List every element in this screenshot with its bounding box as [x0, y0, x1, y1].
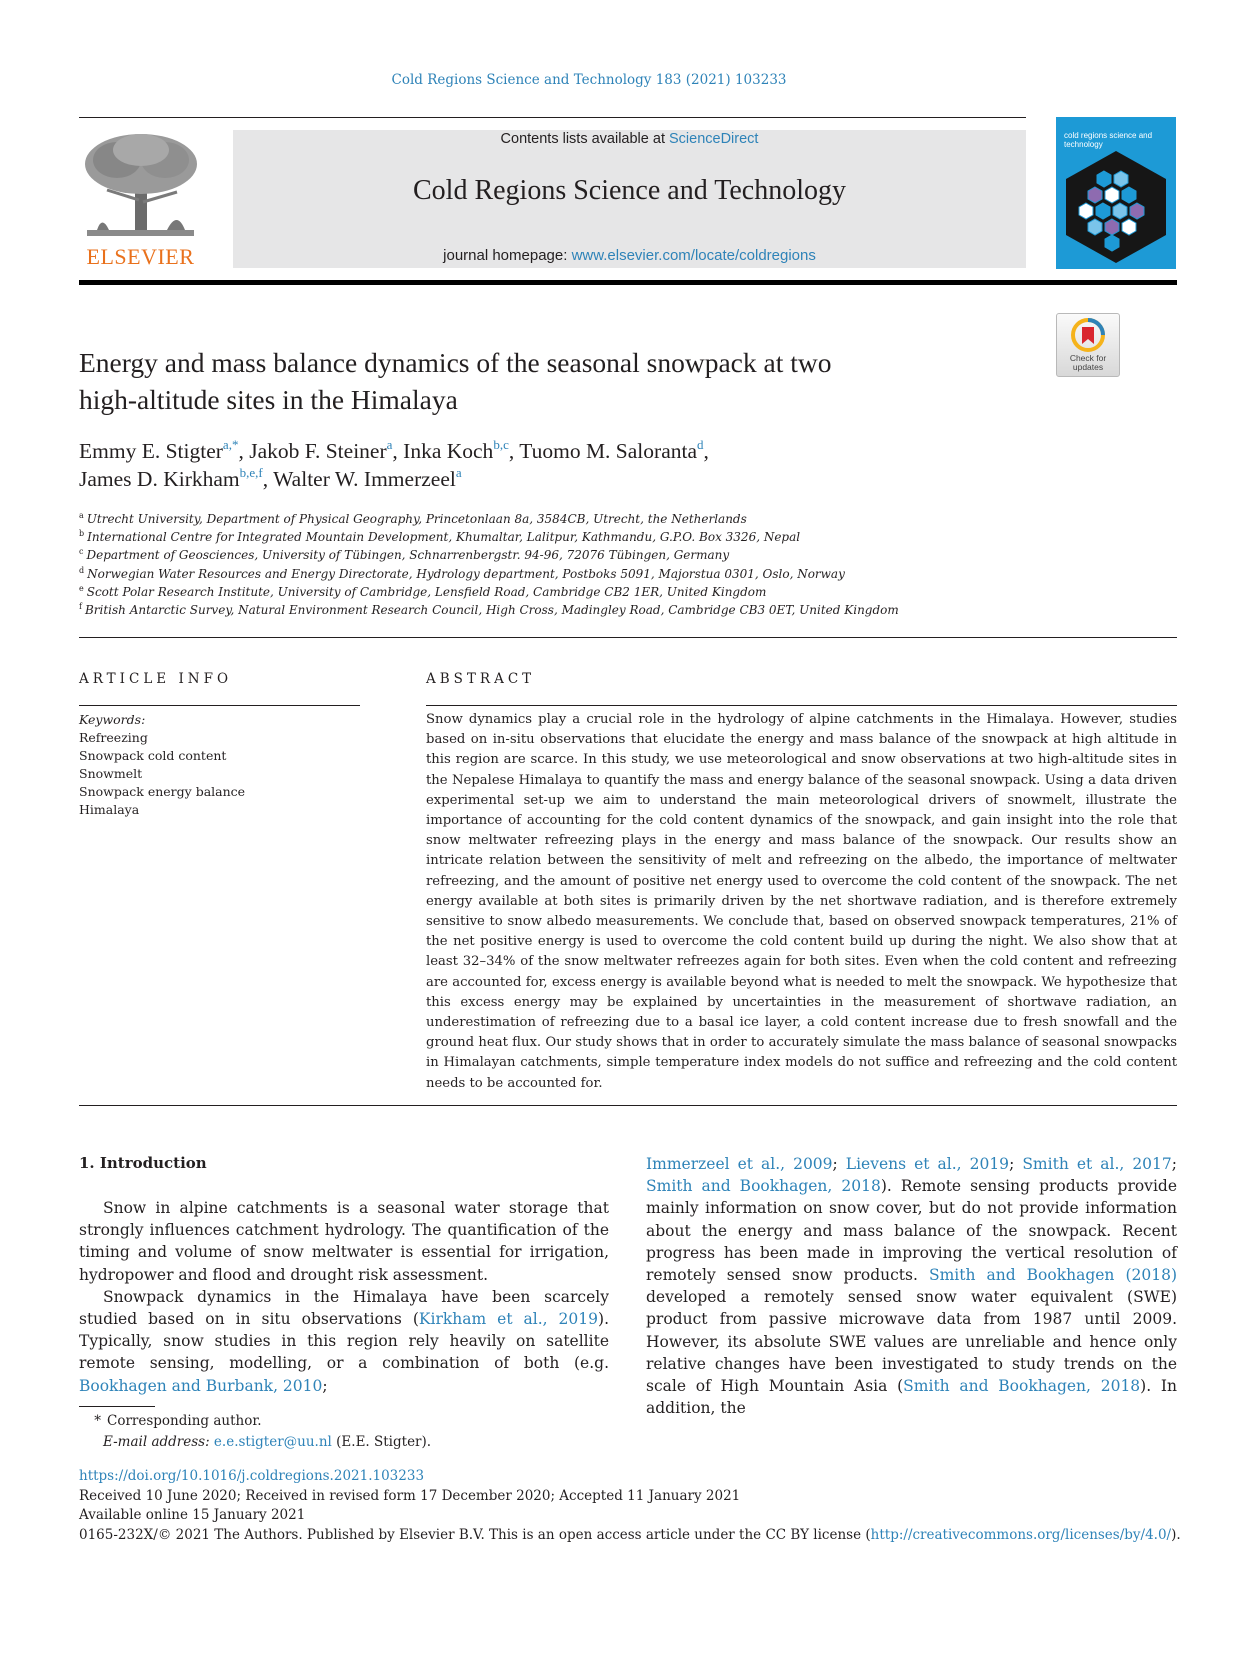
text-run: ;: [1171, 1155, 1177, 1173]
affiliation-key: c: [79, 547, 84, 557]
license-end: ).: [1171, 1526, 1181, 1543]
homepage-link[interactable]: www.elsevier.com/locate/coldregions: [571, 247, 816, 264]
keyword-item: Snowmelt: [79, 766, 143, 781]
header-rule: [79, 117, 1026, 118]
author-name[interactable]: James D. Kirkham: [79, 467, 240, 491]
check-for-updates-badge[interactable]: [1056, 313, 1120, 377]
affiliation-key: d: [79, 565, 85, 575]
author-name[interactable]: Tuomo M. Saloranta: [519, 439, 698, 463]
intro-left-column: [79, 1197, 609, 1397]
affiliation-item: [79, 583, 1179, 601]
author-name[interactable]: Walter W. Immerzeel: [273, 467, 456, 491]
affiliation-item: [79, 565, 1179, 583]
author-sep: ,: [262, 467, 274, 491]
affiliation-key: f: [79, 602, 82, 612]
journal-cover[interactable]: [1056, 117, 1176, 269]
corresponding-author-note: [79, 1411, 431, 1432]
citation-link[interactable]: Smith et al., 2017: [1022, 1155, 1172, 1173]
citation-link[interactable]: Smith and Bookhagen, 2018: [646, 1177, 881, 1196]
affiliation-text: Scott Polar Research Institute, University of Cambridge, Lensfield Road, Cambridge CB2 1ER, United Kingdom: [86, 584, 767, 599]
footnote-rule: [79, 1406, 155, 1407]
license-link[interactable]: http://creativecommons.org/licenses/by/4.0/: [870, 1526, 1172, 1543]
contents-prefix: Contents lists available at: [500, 131, 665, 147]
doi-link[interactable]: https://doi.org/10.1016/j.coldregions.2021.103233: [79, 1468, 425, 1484]
author-affil[interactable]: b,e,f: [239, 465, 263, 480]
affiliation-key: a: [79, 511, 84, 520]
article-info-heading: ARTICLE INFO: [79, 671, 233, 687]
footnote-marker: *: [94, 1413, 101, 1429]
cover-hexagon-icon: [1061, 149, 1171, 265]
elsevier-logo[interactable]: [77, 130, 204, 272]
email-link[interactable]: e.e.stigter@uu.nl: [213, 1434, 332, 1450]
text-run: ). Remote sensing products provide mainly information on snow cover, but do not provide information about the energy and mass balance of the snowpack. Recent progress has been made in improving the vertical resolution of remotely sensed snow products.: [646, 1177, 1177, 1285]
authors-line2: [79, 465, 1079, 493]
keyword-item: Refreezing: [79, 730, 148, 745]
elsevier-tree-icon: [77, 130, 204, 242]
author-name[interactable]: Jakob F. Steiner: [249, 439, 387, 463]
author-affil[interactable]: b,c: [493, 437, 509, 452]
affiliation-item: [79, 510, 1179, 528]
check-updates-label: Check for updates: [1069, 353, 1107, 372]
author-sep: ,: [508, 439, 520, 463]
text-run: developed a remotely sensed snow water equivalent (SWE) product from passive microwave data from 1987 until 2009. However, its absolute SWE values are unreliable and hence only relative changes have been investigated to study trends on the scale of High Mountain Asia (: [646, 1288, 1177, 1396]
text-run: ). Typically, snow studies in this region rely heavily on satellite remote sensing, modelling, or a combination of both (e.g.: [79, 1310, 609, 1373]
citation-link[interactable]: Bookhagen and Burbank, 2010: [79, 1376, 323, 1395]
affiliation-text: Utrecht University, Department of Physical Geography, Princetonlaan 8a, 3584CB, Utrecht, the Netherlands: [86, 512, 747, 526]
author-sep: ,: [703, 439, 709, 463]
text-run: ;: [832, 1155, 846, 1173]
intro-paragraph: Snow in alpine catchments is a seasonal water storage that strongly influences catchment hydrology. The quantification of the timing and volume of snow meltwater is essential for irrigation, hydropower and flood and drought risk assessment.: [79, 1199, 609, 1284]
text-run: ;: [1009, 1155, 1023, 1173]
cover-title: cold regions science and technology: [1064, 131, 1153, 149]
section-rule: [79, 637, 1177, 638]
affiliation-text: International Centre for Integrated Mountain Development, Khumaltar, Lalitpur, Kathmandu, G.P.O. Box 3326, Nepal: [87, 530, 801, 545]
email-note: [79, 1432, 431, 1453]
text-run: Snowpack dynamics in the Himalaya have been scarcely studied based on in situ observations (: [79, 1287, 609, 1329]
keywords-block: [79, 711, 359, 819]
journal-reference[interactable]: Cold Regions Science and Technology 183 (2021) 103233: [391, 72, 787, 88]
intro-right-column: [646, 1153, 1177, 1419]
abstract-text: Snow dynamics play a crucial role in the hydrology of alpine catchments in the Himalaya. However, studies based on in-situ observations that elucidate the energy and mass balance of the snowpack at high altitude in this region are scarce. In this study, we use meteorological and snow observations at two high-altitude sites in the Nepalese Himalaya to quantify the mass and energy balance of the seasonal snowpack. Using a data driven experimental set-up we aim to understand the main meteorological drivers of snowmelt, illustrate the importance of accounting for the cold content dynamics of the snowpack, and gain insight into the role that snow meltwater refreezing plays in the energy and mass balance of the snowpack. Our results show an intricate relation between the sensitivity of melt and refreezing on the albedo, the importance of meltwater refreezing, and the amount of positive net energy used to overcome the cold content of the snowpack. The net energy available at both sites is primarily driven by the net shortwave radiation, and is therefore extremely sensitive to snow albedo measurements. We conclude that, based on observed snowpack temperatures, 21% of the net positive energy is used to overcome the cold content build up during the night. We also show that at least 32–34% of the snow meltwater refreezes again for both sites. Even when the cold content and refreezing are accounted for, excess energy is available beyond what is needed to melt the snowpack. We hypothesize that this excess energy may be explained by uncertainties in the measurement of shortwave radiation, an underestimation of refreezing due to a basal ice layer, a cold content increase due to fresh snowfall and the ground heat flux. Our study shows that in order to accurately simulate the mass balance of seasonal snowpacks in Himalayan catchments, simple temperature index models do not suffice and refreezing and the cold content needs to be accounted for.: [426, 712, 1177, 1091]
sciencedirect-link[interactable]: ScienceDirect: [669, 131, 759, 147]
abstract-rule: [426, 705, 1177, 706]
author-list: [79, 437, 1079, 493]
author-sep: ,: [238, 439, 250, 463]
abstract-heading: ABSTRACT: [426, 671, 536, 687]
homepage-prefix: journal homepage:: [443, 247, 568, 264]
author-affil[interactable]: a: [455, 465, 462, 480]
email-owner: (E.E. Stigter).: [336, 1434, 432, 1450]
citation-link[interactable]: Immerzeel et al., 2009: [646, 1155, 833, 1173]
keywords-label: Keywords:: [79, 712, 146, 727]
received-dates: Received 10 June 2020; Received in revised form 17 December 2020; Accepted 11 January 2021: [79, 1487, 741, 1504]
citation-link[interactable]: Kirkham et al., 2019: [418, 1310, 599, 1329]
author-affil[interactable]: a: [386, 437, 393, 452]
affiliations: [79, 510, 1179, 619]
contents-line: [233, 131, 1026, 147]
license-line: [79, 1526, 1199, 1546]
footnote: [79, 1411, 431, 1453]
author-name[interactable]: Emmy E. Stigter: [79, 439, 223, 463]
license-text: 0165-232X/© 2021 The Authors. Published by Elsevier B.V. This is an open access article under the CC BY license (: [79, 1526, 871, 1543]
affiliation-text: Department of Geosciences, University of Tübingen, Schnarrenbergstr. 94-96, 72076 Tübingen, Germany: [86, 548, 730, 563]
keyword-item: Himalaya: [79, 802, 140, 817]
affiliation-key: b: [79, 529, 85, 539]
journal-title[interactable]: Cold Regions Science and Technology: [412, 175, 846, 206]
text-run: ;: [322, 1376, 328, 1395]
email-label: E-mail address:: [103, 1434, 210, 1450]
elsevier-wordmark: ELSEVIER: [86, 244, 195, 269]
header-thick-rule: [79, 280, 1177, 285]
affiliation-item: [79, 528, 1179, 546]
affiliation-text: British Antarctic Survey, Natural Environment Research Council, High Cross, Madingley Road, Cambridge CB3 0ET, United Kingdom: [84, 603, 899, 618]
affiliation-key: e: [79, 583, 84, 593]
citation-link[interactable]: Lievens et al., 2019: [845, 1155, 1010, 1173]
affiliation-item: [79, 546, 1179, 564]
affiliation-text: Norwegian Water Resources and Energy Directorate, Hydrology department, Postboks 5091, Majorstua 0301, Oslo, Norway: [87, 566, 845, 581]
article-title-line2: high-altitude sites in the Himalaya: [79, 384, 458, 415]
corresponding-author-text: Corresponding author.: [107, 1413, 262, 1429]
section-heading-introduction: 1. Introduction: [79, 1154, 207, 1172]
text-run: ). In addition, the: [646, 1377, 1177, 1418]
citation-link[interactable]: Smith and Bookhagen, 2018: [903, 1377, 1141, 1396]
author-sep: ,: [392, 439, 404, 463]
available-online: Available online 15 January 2021: [79, 1507, 306, 1523]
author-name[interactable]: Inka Koch: [403, 439, 494, 463]
publication-info: [79, 1467, 1199, 1545]
affiliation-item: [79, 601, 1179, 619]
article-title-line1: Energy and mass balance dynamics of the seasonal snowpack at two: [79, 347, 832, 378]
intro-paragraph: [646, 1153, 1177, 1419]
authors-line1: [79, 437, 1079, 465]
author-affil[interactable]: a,*: [222, 437, 239, 452]
intro-paragraph: [79, 1286, 609, 1397]
homepage-line: [233, 247, 1026, 264]
article-title: [79, 344, 979, 418]
author-affil[interactable]: d: [697, 437, 704, 452]
section-rule: [79, 1105, 1177, 1106]
check-updates-icon: [1071, 318, 1105, 352]
keyword-item: Snowpack energy balance: [79, 784, 246, 799]
keyword-item: Snowpack cold content: [79, 748, 227, 763]
article-info-rule: [79, 705, 360, 706]
citation-link[interactable]: Smith and Bookhagen (2018): [928, 1266, 1177, 1285]
